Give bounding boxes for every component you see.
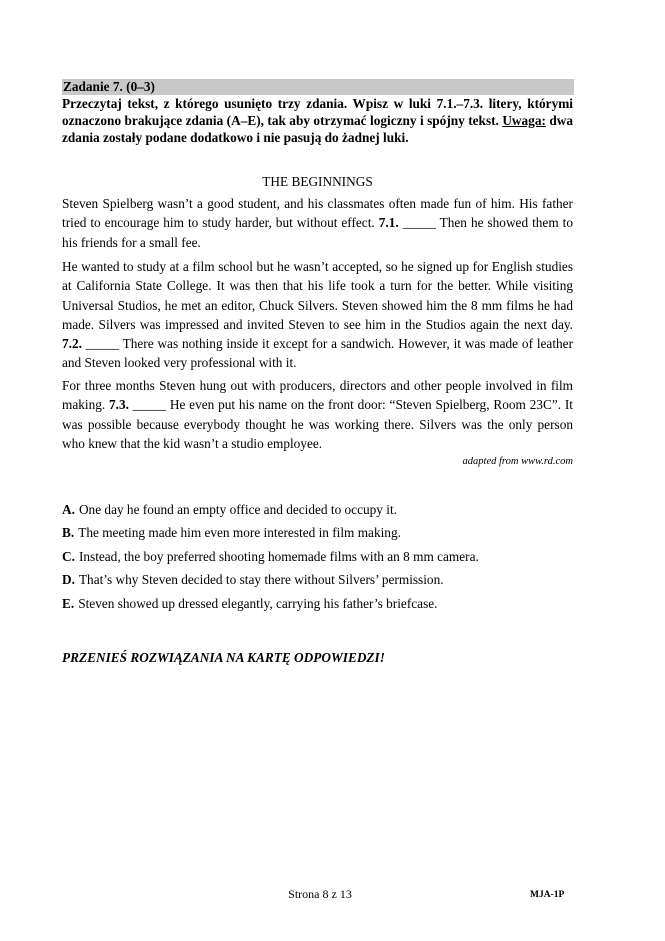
gap-7-3: 7.3.	[109, 397, 129, 413]
exam-code: MJA-1P	[530, 890, 565, 900]
note-label: Uwaga:	[502, 113, 546, 128]
paragraph-1	[62, 194, 573, 252]
transfer-note: PRZENIEŚ ROZWIĄZANIA NA KARTĘ ODPOWIEDZI!	[62, 650, 385, 665]
p1-text-b: _____ Then he showed them to his friends for a small fee.	[62, 215, 573, 250]
option-e	[62, 594, 573, 617]
option-text: Instead, the boy preferred shooting homemade films with an 8 mm camera.	[78, 548, 479, 564]
option-text: Steven showed up dressed elegantly, carrying his father’s briefcase.	[78, 595, 438, 611]
source-credit: adapted from www.rd.com	[462, 456, 573, 467]
note-text: dwa zdania zostały podane dodatkowo i nie pasują do żadnej luki.	[62, 113, 573, 145]
text-title: THE BEGINNINGS	[262, 174, 373, 189]
page-number: Strona 8 z 13	[288, 887, 352, 901]
option-letter: E.	[62, 595, 75, 611]
options-list	[62, 500, 573, 617]
option-text: The meeting made him even more interested in film making.	[78, 525, 401, 541]
p2-text-a: He wanted to study at a film school but he wasn’t accepted, so he signed up for English studies at California State College. It was then that his life took a turn for the better. While visiting Universal Studios, he met an editor, Chuck Silvers. Steven showed him the 8 mm films he had made. Silvers was impressed and invited Steven to see him in the Studios again the next day.	[62, 259, 573, 332]
task-instruction	[62, 95, 573, 146]
option-a	[62, 500, 573, 523]
p2-text-b: _____ There was nothing inside it except for a sandwich. However, it was made of leather and Steven looked very professional with it.	[62, 336, 573, 371]
option-c	[62, 547, 573, 570]
instruction-text: Przeczytaj tekst, z którego usunięto trzy zdania. Wpisz w luki 7.1.–7.3. litery, którymi oznaczono brakujące zdania (A–E), tak aby otrzymać logiczny i spójny tekst.	[62, 96, 573, 128]
option-text: That’s why Steven decided to stay there without Silvers’ permission.	[78, 572, 444, 588]
p3-text-b: _____ He even put his name on the front door: “Steven Spielberg, Room 23C”. It was possible because everybody thought he was working there. Silvers was the only person who knew that the kid wasn’t a studio employee.	[62, 397, 573, 451]
option-b	[62, 523, 573, 546]
task-header: Zadanie 7. (0–3)	[62, 79, 574, 95]
option-letter: A.	[62, 502, 75, 517]
option-letter: C.	[62, 548, 75, 564]
p1-text-a: Steven Spielberg wasn’t a good student, and his classmates often made fun of him. His father tried to encourage him to study harder, but without effect.	[62, 196, 573, 231]
option-text: One day he found an empty office and decided to occupy it.	[78, 502, 397, 517]
paragraph-2	[62, 257, 573, 373]
option-letter: B.	[62, 525, 75, 541]
p3-text-a: For three months Steven hung out with producers, directors and other people involved in film making.	[62, 378, 573, 413]
option-d	[62, 570, 573, 593]
gap-7-2: 7.2.	[62, 336, 82, 352]
option-letter: D.	[62, 572, 75, 588]
paragraph-3	[62, 376, 573, 453]
gap-7-1: 7.1.	[378, 215, 399, 231]
